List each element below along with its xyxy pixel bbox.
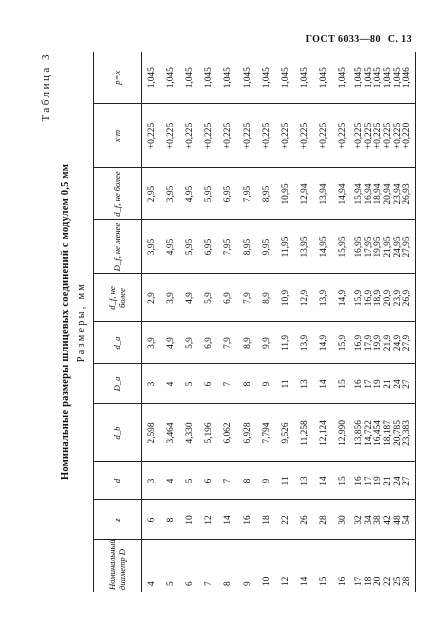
column-header: D_f, не менее bbox=[94, 220, 142, 274]
table-cell: 1,045 bbox=[296, 52, 315, 104]
table-cell: 12,94 bbox=[296, 168, 315, 220]
table-cell: 5,9 bbox=[200, 274, 219, 322]
table-cell: 15,95 bbox=[334, 220, 353, 274]
table-cell: 7,95 bbox=[219, 220, 238, 274]
table-cell: 2,9 bbox=[142, 274, 162, 322]
table-cell: 5,95 bbox=[180, 220, 199, 274]
column-header: Номинальный диаметр D bbox=[94, 540, 142, 592]
table-cell: 22 bbox=[276, 500, 295, 540]
table-cell: 10 bbox=[261, 576, 272, 586]
table-cell: 14 bbox=[315, 364, 334, 404]
table-cell: 15 bbox=[334, 364, 353, 404]
table-cell: 11 bbox=[276, 462, 295, 500]
table-cell: 1,045 bbox=[219, 52, 238, 104]
table-cell: 7 bbox=[204, 581, 215, 586]
table-cell: 14 bbox=[300, 576, 311, 586]
table-cell: +0,225 bbox=[219, 104, 238, 168]
table-cell: 18 bbox=[257, 500, 276, 540]
table-cell: 13,9 bbox=[296, 322, 315, 364]
table-cell: 13,856 14,722 16,454 18,187 20,785 23,383 bbox=[353, 404, 416, 462]
table-body bbox=[142, 52, 416, 592]
table-cell: 6 bbox=[200, 462, 219, 500]
table-cell: 7 bbox=[219, 462, 238, 500]
table-cell: 4,9 bbox=[180, 274, 199, 322]
column-header: p=x bbox=[94, 52, 142, 104]
table-subtitle: Размеры, мм bbox=[76, 281, 87, 363]
standard-number: ГОСТ 6033—80 bbox=[305, 34, 381, 45]
table-cell: 2,95 bbox=[142, 168, 162, 220]
table-cell: 14,9 bbox=[334, 274, 353, 322]
table-cell: 9 bbox=[257, 364, 276, 404]
page-header bbox=[302, 34, 412, 45]
table-label: Таблица 3 bbox=[40, 52, 52, 122]
table-row bbox=[315, 52, 334, 592]
table-cell: 7,794 bbox=[257, 404, 276, 462]
table-row bbox=[257, 52, 276, 592]
table-cell: 6,9 bbox=[219, 274, 238, 322]
table-cell: 6,9 bbox=[200, 322, 219, 364]
column-header: d bbox=[94, 462, 142, 500]
table-cell: 10,95 bbox=[276, 168, 295, 220]
table-cell: 32 34 38 42 48 54 bbox=[353, 500, 416, 540]
column-header: d_a bbox=[94, 322, 142, 364]
table-cell: +0,225 bbox=[296, 104, 315, 168]
table-cell: 1,045 bbox=[200, 52, 219, 104]
column-header: d_f, не более bbox=[94, 274, 142, 322]
table-cell: 6 bbox=[142, 500, 162, 540]
table-row bbox=[334, 52, 353, 592]
table-cell: 7,95 bbox=[238, 168, 257, 220]
table-cell: 7,9 bbox=[219, 322, 238, 364]
table-cell: 15,9 16,9 18,9 20,9 23,9 26,9 bbox=[353, 274, 416, 322]
table-cell: 5,9 bbox=[180, 322, 199, 364]
table-cell: 1,045 bbox=[334, 52, 353, 104]
table-cell: 12,990 bbox=[334, 404, 353, 462]
column-header: D_a bbox=[94, 364, 142, 404]
column-header: d_f, не более bbox=[94, 168, 142, 220]
column-header: d_b bbox=[94, 404, 142, 462]
table-cell: 1,045 bbox=[257, 52, 276, 104]
table-cell: 6 bbox=[200, 364, 219, 404]
table-cell: +0,225 bbox=[257, 104, 276, 168]
table-cell: 15,94 16,94 18,94 20,94 23,94 26,93 bbox=[353, 168, 416, 220]
table-cell: 15 bbox=[334, 462, 353, 500]
table-cell: 3,95 bbox=[161, 168, 180, 220]
table-cell: 11,9 bbox=[276, 322, 295, 364]
table-cell: 1,045 1,045 1,045 1,045 1,045 1,046 bbox=[353, 52, 416, 104]
table-cell: 12 bbox=[280, 576, 291, 586]
table-cell: 9 bbox=[242, 581, 253, 586]
rotated-table-block bbox=[40, 52, 412, 592]
table-cell: 30 bbox=[334, 500, 353, 540]
table-cell: 13,94 bbox=[315, 168, 334, 220]
table-cell: 8 bbox=[238, 462, 257, 500]
table-cell: 3,464 bbox=[161, 404, 180, 462]
table-cell: 4,95 bbox=[180, 168, 199, 220]
table-row bbox=[238, 52, 257, 592]
table-cell: 12,124 bbox=[315, 404, 334, 462]
table-cell: 10,9 bbox=[276, 274, 295, 322]
table-row bbox=[219, 52, 238, 592]
table-cell: 4,330 bbox=[180, 404, 199, 462]
table-cell: 7,9 bbox=[238, 274, 257, 322]
table-cell: 1,045 bbox=[180, 52, 199, 104]
table-cell: 16 bbox=[238, 500, 257, 540]
table-cell: 5 bbox=[180, 462, 199, 500]
table-cell: 11 bbox=[276, 364, 295, 404]
table-cell: 6,95 bbox=[219, 168, 238, 220]
table-cell: 3,95 bbox=[142, 220, 162, 274]
table-cell: +0,225 bbox=[315, 104, 334, 168]
table-cell: 9,95 bbox=[257, 220, 276, 274]
table-cell: 16 bbox=[338, 576, 349, 586]
table-cell: 5,95 bbox=[200, 168, 219, 220]
table-cell: 3,9 bbox=[161, 274, 180, 322]
table-cell: 11,95 bbox=[276, 220, 295, 274]
table-cell: 6,95 bbox=[200, 220, 219, 274]
table-cell: 16,9 17,9 19,9 21,9 24,9 27,9 bbox=[353, 322, 416, 364]
table-cell: 1,045 bbox=[315, 52, 334, 104]
table-row bbox=[161, 52, 180, 592]
table-cell: 16 17 19 21 24 27 bbox=[353, 462, 416, 500]
table-row bbox=[142, 52, 162, 592]
table-cell: 8 bbox=[161, 500, 180, 540]
table-cell: 4 bbox=[146, 581, 157, 586]
table-cell: 10 bbox=[180, 500, 199, 540]
table-cell: +0,225 bbox=[276, 104, 295, 168]
table-cell: 14,9 bbox=[315, 322, 334, 364]
table-cell: 1,045 bbox=[238, 52, 257, 104]
table-cell: 13,95 bbox=[296, 220, 315, 274]
table-header-row bbox=[94, 52, 142, 592]
page-number: С. 13 bbox=[387, 34, 412, 45]
table-cell: 13 bbox=[296, 364, 315, 404]
table-cell: +0,225 +0,225 +0,225 +0,225 +0,225 +0,220 bbox=[353, 104, 416, 168]
table-cell: 13,9 bbox=[315, 274, 334, 322]
table-cell: 4,9 bbox=[161, 322, 180, 364]
dimensions-table bbox=[93, 52, 416, 592]
table-cell: 4 bbox=[161, 364, 180, 404]
table-cell: 14,94 bbox=[334, 168, 353, 220]
table-cell: +0,225 bbox=[180, 104, 199, 168]
table-cell: 5 bbox=[165, 581, 176, 586]
table-cell: 14 bbox=[219, 500, 238, 540]
column-header: z bbox=[94, 500, 142, 540]
table-cell: 6,928 bbox=[238, 404, 257, 462]
table-cell: +0,225 bbox=[334, 104, 353, 168]
table-cell: 16,95 17,95 19,95 21,95 24,95 27,95 bbox=[353, 220, 416, 274]
table-cell: +0,225 bbox=[142, 104, 162, 168]
table-cell: 5 bbox=[180, 364, 199, 404]
table-cell: 9,526 bbox=[276, 404, 295, 462]
table-cell: 13 bbox=[296, 462, 315, 500]
table-cell: 28 bbox=[315, 500, 334, 540]
table-cell: 8 bbox=[223, 581, 234, 586]
table-row bbox=[296, 52, 315, 592]
table-cell: 8,9 bbox=[257, 274, 276, 322]
table-row bbox=[276, 52, 295, 592]
table-cell: 11,258 bbox=[296, 404, 315, 462]
table-cell: 14 bbox=[315, 462, 334, 500]
table-cell: 3 bbox=[142, 364, 162, 404]
table-title: Номинальные размеры шлицевых соединений с модулем 0,5 мм bbox=[60, 163, 71, 481]
table-cell: 8 bbox=[238, 364, 257, 404]
table-cell: 6 bbox=[184, 581, 195, 586]
table-cell: 15,9 bbox=[334, 322, 353, 364]
table-cell: 7 bbox=[219, 364, 238, 404]
table-cell: 16 17 19 21 24 27 bbox=[353, 364, 416, 404]
table-cell: 8,95 bbox=[257, 168, 276, 220]
table-cell: 4 bbox=[161, 462, 180, 500]
table-cell: 15 bbox=[319, 576, 330, 586]
table-cell: 17 18 20 22 25 28 bbox=[353, 540, 416, 592]
table-cell: 2,598 bbox=[142, 404, 162, 462]
table-row bbox=[200, 52, 219, 592]
table-row bbox=[353, 52, 416, 592]
table-cell: 14,95 bbox=[315, 220, 334, 274]
table-cell: 4,95 bbox=[161, 220, 180, 274]
table-cell: 1,045 bbox=[276, 52, 295, 104]
table-cell: +0,225 bbox=[200, 104, 219, 168]
table-cell: 12,9 bbox=[296, 274, 315, 322]
table-cell: 9 bbox=[257, 462, 276, 500]
table-row bbox=[180, 52, 199, 592]
table-cell: 6,062 bbox=[219, 404, 238, 462]
table-cell: 9,9 bbox=[257, 322, 276, 364]
table-cell: 3 bbox=[142, 462, 162, 500]
column-header: x·m bbox=[94, 104, 142, 168]
table-cell: 8,9 bbox=[238, 322, 257, 364]
table-cell: +0,225 bbox=[238, 104, 257, 168]
table-cell: 12 bbox=[200, 500, 219, 540]
table-cell: 8,95 bbox=[238, 220, 257, 274]
table-cell: 1,045 bbox=[161, 52, 180, 104]
table-cell: 26 bbox=[296, 500, 315, 540]
table-cell: 3,9 bbox=[142, 322, 162, 364]
table-cell: 1,045 bbox=[142, 52, 162, 104]
table-cell: +0,225 bbox=[161, 104, 180, 168]
table-cell: 5,196 bbox=[200, 404, 219, 462]
